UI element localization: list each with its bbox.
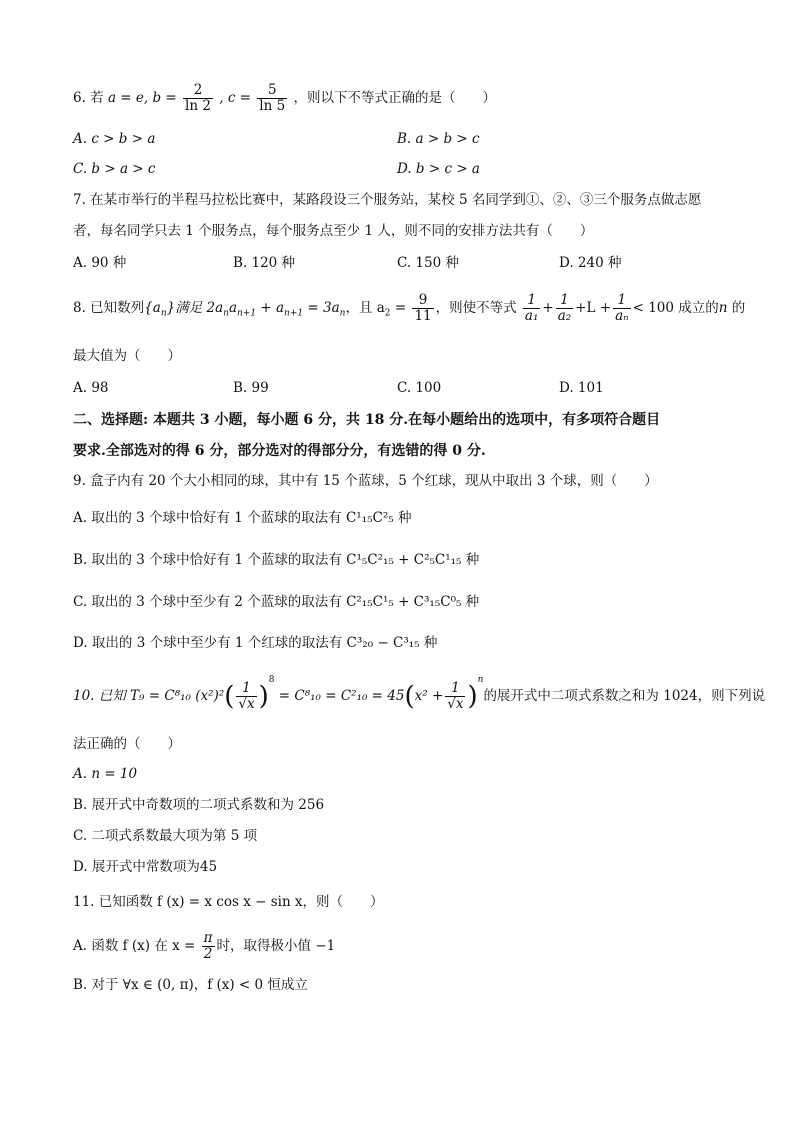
q9-stem: 9. 盒子内有 20 个大小相同的球，其中有 15 个蓝球，5 个红球，现从中取出 3 个球，则（ ） xyxy=(73,473,658,489)
q10-option-b: B. 展开式中奇数项的二项式系数和为 256 xyxy=(73,797,325,813)
q8-sequence: $\{a_n\}$ xyxy=(144,300,176,319)
q10-frac-2: $\frac{1}{√x}$ xyxy=(447,680,464,712)
q10-option-a: A. n = 10 xyxy=(73,766,138,782)
q8-term-1: $\frac{1}{\text{a₁}}$ xyxy=(524,292,539,324)
question-6 xyxy=(73,82,496,114)
q10-paren-close: ) xyxy=(258,681,269,712)
q8-option-c: C. 100 xyxy=(397,380,442,396)
q6-eq2: , c = xyxy=(219,90,251,106)
q8-n: n xyxy=(718,300,728,316)
q7-option-a: A. 90 种 xyxy=(73,255,127,271)
q9-option-a: A. 取出的 3 个球中恰好有 1 个蓝球的取法有 C¹₁₅C²₅ 种 xyxy=(73,510,412,526)
q8-term-n: $\frac{1}{\text{aₙ}}$ xyxy=(615,292,629,324)
q10-expr: x² + xyxy=(414,688,444,704)
q6-option-a: A. c > b > a xyxy=(73,131,156,147)
q11-a-suffix: 时，取得极小值 −1 xyxy=(216,938,336,954)
q6-eq1: a = e, b = xyxy=(107,90,177,106)
q8-line2: 最大值为（ ） xyxy=(73,348,181,364)
q8-options xyxy=(73,379,723,397)
q10-exp-8: 8 xyxy=(268,675,275,685)
q8-plus-1: + xyxy=(542,300,554,316)
q6-prefix: 6. 若 xyxy=(73,90,104,106)
q8-prefix: 8. 已知数列 xyxy=(73,300,145,316)
section-2-line2: 要求.全部选对的得 6 分，部分选对的得部分分，有选错的得 0 分. xyxy=(73,443,486,459)
q7-line1: 7. 在某市举行的半程马拉松比赛中，某路段设三个服务站，某校 5 名同学到①、②、③三个服务点做志愿 xyxy=(73,192,702,208)
q10-line2: 法正确的（ ） xyxy=(73,736,181,752)
q7-options xyxy=(73,254,723,272)
q10-paren-open-2: ( xyxy=(404,681,415,712)
q10-exp-n: n xyxy=(477,675,484,685)
q8-condition: 满足 $2a_na_{n+1} + a_{n+1} = 3a_n$ xyxy=(175,300,346,319)
q6-frac-c: $\frac{5}{\ln 5}$ xyxy=(259,82,286,114)
question-10 xyxy=(73,676,765,716)
q6-option-d: D. b > c > a xyxy=(397,161,480,177)
q10-paren-close-2: ) xyxy=(467,681,478,712)
q6-options-row1 xyxy=(73,130,723,148)
q6-frac-b: $\frac{2}{\ln 2}$ xyxy=(185,82,211,114)
q10-paren-open: ( xyxy=(224,681,235,712)
q8-frac-a2: $\frac{9}{11}$ xyxy=(414,292,432,324)
q6-options-row2 xyxy=(73,160,723,178)
q10-frac-1: $\frac{1}{√x}$ xyxy=(238,680,255,712)
q7-line2: 者，每名同学只去 1 个服务点，每个服务点至少 1 人，则不同的安排方法共有（ ） xyxy=(73,223,594,239)
q11-option-a xyxy=(73,928,335,964)
question-8 xyxy=(73,290,745,326)
q7-option-c: C. 150 种 xyxy=(397,255,459,271)
q10-suffix: 的展开式中二项式系数之和为 1024，则下列说 xyxy=(483,688,766,704)
q11-a-frac: $\frac{\pi}{2}$ xyxy=(203,930,213,962)
q10-prefix: 10. 已知 T₉ = C⁸₁₀ (x²)² xyxy=(73,688,225,704)
q10-middle: = C⁸₁₀ = C²₁₀ = 45 xyxy=(278,688,405,704)
q11-a-prefix: A. 函数 f (x) 在 x = xyxy=(73,938,196,954)
q11-option-b: B. 对于 ∀x ∈ (0, π)，f (x) < 0 恒成立 xyxy=(73,977,308,993)
q9-option-d: D. 取出的 3 个球中至少有 1 个红球的取法有 C³₂₀ − C³₁₅ 种 xyxy=(73,635,438,651)
q6-option-c: C. b > a > c xyxy=(73,161,156,177)
q8-lt-text: < 100 成立的 xyxy=(632,300,719,316)
q6-option-b: B. a > b > c xyxy=(397,131,480,147)
section-2-line1: 二、选择题: 本题共 3 小题，每小题 6 分，共 18 分.在每小题给出的选项中，有多项符合题目 xyxy=(73,412,661,428)
q8-suffix: 的 xyxy=(727,300,746,316)
q8-plus-2: +L + xyxy=(575,300,612,316)
q7-option-d: D. 240 种 xyxy=(559,255,622,271)
q8-option-d: D. 101 xyxy=(559,380,604,396)
q8-option-b: B. 99 xyxy=(233,380,269,396)
q8-option-a: A. 98 xyxy=(73,380,109,396)
q10-option-d: D. 展开式中常数项为45 xyxy=(73,859,218,875)
q8-term-2: $\frac{1}{\text{a₂}}$ xyxy=(557,292,572,324)
q7-option-b: B. 120 种 xyxy=(233,255,296,271)
q6-suffix: ，则以下不等式正确的是（ ） xyxy=(293,90,496,106)
q8-inequality-text: ，则使不等式 xyxy=(435,300,517,316)
q11-stem: 11. 已知函数 f (x) = x cos x − sin x，则（ ） xyxy=(73,894,384,910)
q8-given: ，且 $a_2$ = xyxy=(345,300,407,319)
q9-option-c: C. 取出的 3 个球中至少有 2 个蓝球的取法有 C²₁₅C¹₅ + C³₁₅C⁰₅ 种 xyxy=(73,594,480,610)
q9-option-b: B. 取出的 3 个球中恰好有 1 个蓝球的取法有 C¹₅C²₁₅ + C²₅C¹₁₅ 种 xyxy=(73,552,480,568)
q10-option-c: C. 二项式系数最大项为第 5 项 xyxy=(73,828,258,844)
